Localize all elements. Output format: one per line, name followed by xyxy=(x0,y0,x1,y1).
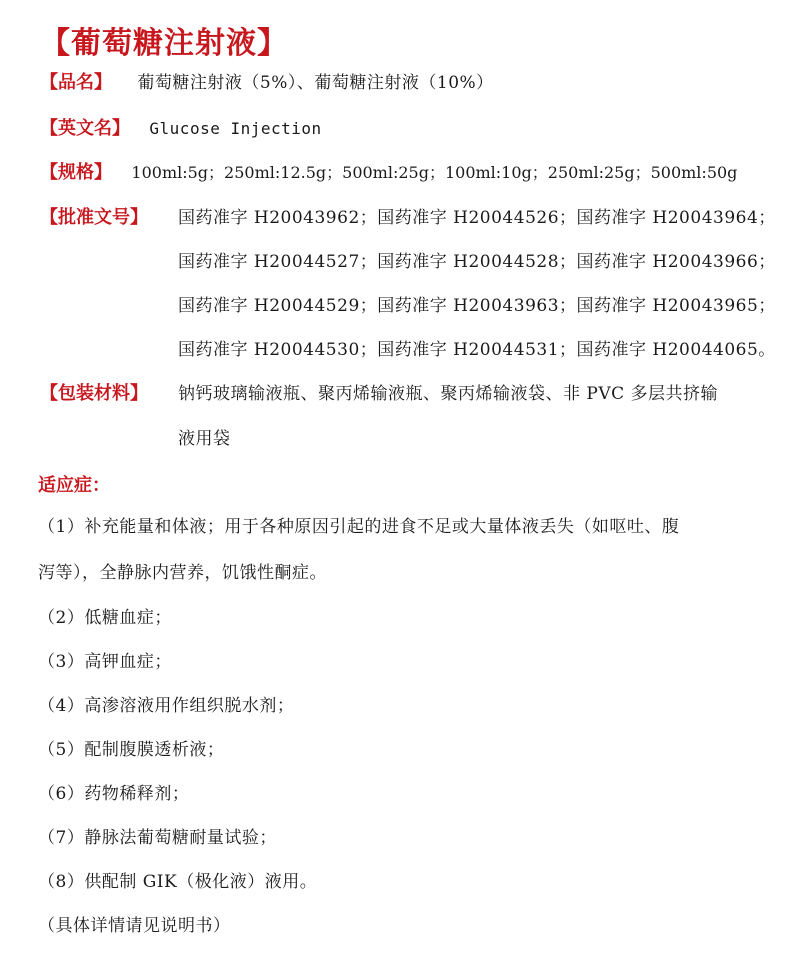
indication-item: （8）供配制 GIK（极化液）液用。 xyxy=(38,872,318,892)
english-name-label: 【英文名】 xyxy=(40,118,130,139)
product-name-value: 葡萄糖注射液（5%）、葡萄糖注射液（10%） xyxy=(137,73,494,93)
packaging-row xyxy=(40,382,148,406)
approval-number-label: 【批准文号】 xyxy=(40,207,148,228)
footnote: （具体详情请见说明书） xyxy=(38,916,231,936)
indications-heading: 适应症： xyxy=(38,475,110,496)
specification-row xyxy=(40,161,737,185)
indication-item: （7）静脉法葡萄糖耐量试验； xyxy=(38,828,277,848)
packaging-line-1: 钠钙玻璃输液瓶、聚丙烯输液瓶、聚丙烯输液袋、非 PVC 多层共挤输 xyxy=(178,384,719,404)
indication-item: （5）配制腹膜透析液； xyxy=(38,740,225,760)
indication-item: （3）高钾血症； xyxy=(38,652,172,672)
english-name-value: Glucose Injection xyxy=(149,119,322,138)
product-name-row xyxy=(40,71,494,95)
specification-label: 【规格】 xyxy=(40,162,112,183)
product-name-label: 【品名】 xyxy=(40,72,112,93)
indication-item: （2）低糖血症； xyxy=(38,608,172,628)
packaging-label: 【包装材料】 xyxy=(40,383,148,404)
approval-number-row xyxy=(40,206,148,230)
approval-line-4: 国药准字 H20044530；国药准字 H20044531；国药准字 H20044065。 xyxy=(178,340,776,360)
english-name-row xyxy=(40,117,322,141)
page-title: 【葡萄糖注射液】 xyxy=(40,26,288,61)
indication-item: （6）药物稀释剂； xyxy=(38,784,190,804)
approval-line-3: 国药准字 H20044529；国药准字 H20043963；国药准字 H20043965； xyxy=(178,296,776,316)
specification-value: 100ml:5g；250ml:12.5g；500ml:25g；100ml:10g；250ml:25g；500ml:50g xyxy=(131,163,738,182)
indication-item: 泻等），全静脉内营养，饥饿性酮症。 xyxy=(38,563,327,583)
approval-line-1: 国药准字 H20043962；国药准字 H20044526；国药准字 H20043964； xyxy=(178,208,776,228)
packaging-line-2: 液用袋 xyxy=(178,429,231,449)
approval-line-2: 国药准字 H20044527；国药准字 H20044528；国药准字 H20043966； xyxy=(178,252,776,272)
indication-item: （4）高渗溶液用作组织脱水剂； xyxy=(38,696,295,716)
indication-item: （1）补充能量和体液；用于各种原因引起的进食不足或大量体液丢失（如呕吐、腹 xyxy=(38,517,680,537)
